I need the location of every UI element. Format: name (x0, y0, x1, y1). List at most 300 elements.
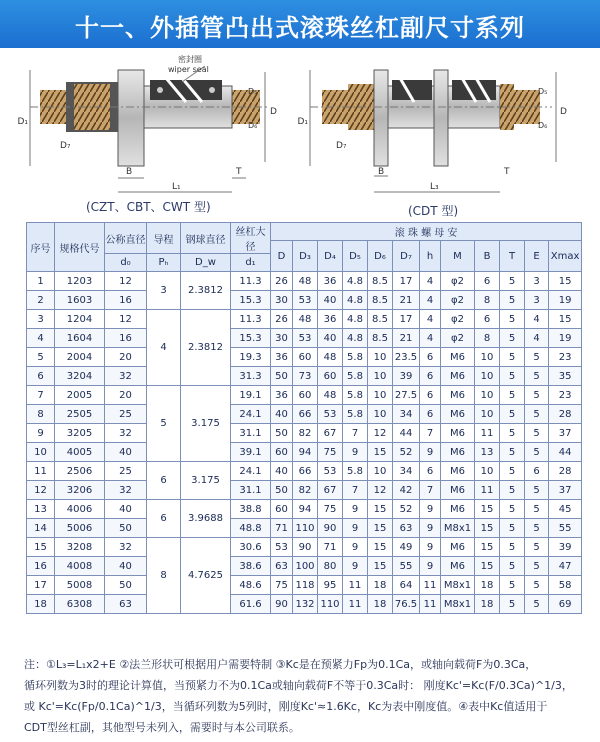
cell-value: 6 (420, 386, 441, 405)
note-line: 注：①L₃=L₁x2+E ②法兰形状可根据用户需要特制 ③Kc是在预紧力Fp为0.1Ca，或轴向载荷F为0.3Ca， (24, 658, 537, 671)
cell-code: 6308 (55, 595, 105, 614)
cell-value: 5 (500, 538, 525, 557)
cell-value: 31.1 (231, 481, 271, 500)
cell-value: 21 (393, 329, 420, 348)
cell-value: 49 (393, 538, 420, 557)
cell-value: 10 (368, 367, 393, 386)
cell-value: M6 (441, 367, 475, 386)
page-title: 十一、外插管凸出式滚珠丝杠副尺寸系列 (75, 14, 525, 42)
cell-seq: 11 (27, 462, 55, 481)
col-code: 规格代号 (55, 223, 105, 272)
dim-label: D₇ (60, 141, 71, 151)
cell-value: 34 (393, 405, 420, 424)
cell-code: 1204 (55, 310, 105, 329)
cell-value: 60 (293, 348, 318, 367)
col-D4: D₄ (318, 241, 343, 272)
cell-value: 10 (475, 405, 500, 424)
col-screw: 丝杠大径 (231, 223, 271, 254)
cell-value: 5 (500, 576, 525, 595)
cell-value: 10 (368, 462, 393, 481)
cell-value: 66 (293, 462, 318, 481)
cell-ball: 2.3812 (181, 310, 231, 386)
sym-screw: d₁ (231, 254, 271, 272)
cell-value: 39 (393, 367, 420, 386)
cell-value: 7 (343, 481, 368, 500)
cell-value: 63 (271, 557, 293, 576)
cell-value: 17 (393, 310, 420, 329)
table-row (27, 500, 582, 519)
nut-drawings (0, 52, 600, 222)
col-Xmax: Xmax (549, 241, 582, 272)
dim-label: D₁ (17, 117, 28, 127)
cell-value: M6 (441, 424, 475, 443)
cell-value: 19.3 (231, 348, 271, 367)
cell-value: 4 (420, 329, 441, 348)
cell-value: 30 (271, 291, 293, 310)
cell-value: 10 (368, 386, 393, 405)
col-ball: 钢球直径 (181, 223, 231, 254)
cell-value: 53 (318, 462, 343, 481)
col-T: T (500, 241, 525, 272)
cell-value: 71 (318, 538, 343, 557)
cell-value: 4 (525, 329, 549, 348)
cell-value: 19 (549, 291, 582, 310)
cell-value: 24.1 (231, 462, 271, 481)
cell-dia: 50 (105, 576, 147, 595)
cell-value: 5.8 (343, 386, 368, 405)
cell-value: 4 (420, 291, 441, 310)
cell-value: 30.6 (231, 538, 271, 557)
cell-value: 53 (293, 329, 318, 348)
dim-label: D₁ (297, 117, 308, 127)
cell-dia: 25 (105, 405, 147, 424)
cell-value: 76.5 (393, 595, 420, 614)
cell-value: 5.8 (343, 348, 368, 367)
spec-table (26, 222, 582, 614)
cell-value: 5 (525, 538, 549, 557)
cell-value: 50 (271, 424, 293, 443)
cell-value: 53 (318, 405, 343, 424)
cell-dia: 32 (105, 481, 147, 500)
cell-value: 10 (475, 367, 500, 386)
cell-seq: 18 (27, 595, 55, 614)
table-row (27, 291, 582, 310)
table-row (27, 386, 582, 405)
cell-code: 3208 (55, 538, 105, 557)
cell-value: 9 (420, 557, 441, 576)
cell-value: 5 (525, 557, 549, 576)
cell-value: 40 (271, 405, 293, 424)
cell-value: 5 (500, 386, 525, 405)
title-banner (0, 0, 600, 48)
cell-value: 5 (500, 329, 525, 348)
cell-value: 15 (475, 500, 500, 519)
cell-seq: 3 (27, 310, 55, 329)
col-D3: D₃ (293, 241, 318, 272)
footnotes (24, 654, 584, 738)
cell-value: 5 (500, 481, 525, 500)
cell-value: 36 (318, 310, 343, 329)
cell-value: 5 (525, 576, 549, 595)
cell-code: 1603 (55, 291, 105, 310)
header-row (27, 223, 582, 241)
cell-value: 3 (525, 272, 549, 291)
cell-code: 2505 (55, 405, 105, 424)
cell-lead: 8 (147, 538, 181, 614)
cell-value: 9 (343, 519, 368, 538)
cell-value: 9 (343, 443, 368, 462)
cell-value: 38.8 (231, 500, 271, 519)
cell-value: 60 (293, 386, 318, 405)
cell-value: 48 (318, 348, 343, 367)
cell-ball: 3.175 (181, 462, 231, 500)
cell-value: 42 (393, 481, 420, 500)
dim-label: B (126, 167, 133, 177)
cell-dia: 40 (105, 500, 147, 519)
dim-label: D₅ (538, 87, 548, 96)
cell-value: M6 (441, 557, 475, 576)
cell-value: 26 (271, 272, 293, 291)
cell-code: 3205 (55, 424, 105, 443)
cell-value: 28 (549, 462, 582, 481)
cell-value: 7 (420, 424, 441, 443)
cell-value: 53 (293, 291, 318, 310)
cell-value: 5.8 (343, 462, 368, 481)
cell-value: 31.1 (231, 424, 271, 443)
cell-value: 15 (475, 538, 500, 557)
cell-dia: 32 (105, 538, 147, 557)
cell-seq: 8 (27, 405, 55, 424)
cell-value: 8 (475, 329, 500, 348)
cell-seq: 2 (27, 291, 55, 310)
col-install-group: 滚 珠 螺 母 安 (271, 223, 582, 241)
cell-value: 4 (420, 272, 441, 291)
cell-value: 11 (475, 424, 500, 443)
cell-lead: 6 (147, 462, 181, 500)
cell-seq: 10 (27, 443, 55, 462)
cell-value: 7 (420, 481, 441, 500)
cell-value: 80 (318, 557, 343, 576)
cell-value: 5 (500, 595, 525, 614)
cell-value: 36 (271, 386, 293, 405)
cell-value: 11.3 (231, 272, 271, 291)
cell-value: M8x1 (441, 519, 475, 538)
cell-seq: 17 (27, 576, 55, 595)
cell-value: 6 (420, 405, 441, 424)
cell-value: 5 (525, 519, 549, 538)
cell-value: 52 (393, 443, 420, 462)
cell-value: 15 (368, 443, 393, 462)
cell-value: 110 (293, 519, 318, 538)
dim-label: D₅ (248, 87, 258, 96)
cell-seq: 6 (27, 367, 55, 386)
table-row (27, 576, 582, 595)
table-row (27, 367, 582, 386)
cell-value: 55 (549, 519, 582, 538)
cell-value: 15 (368, 519, 393, 538)
table-row (27, 443, 582, 462)
table-row (27, 272, 582, 291)
seal-label-cn: 密封圈 (178, 55, 202, 64)
cell-value: 28 (549, 405, 582, 424)
cell-value: 10 (475, 348, 500, 367)
cell-code: 2005 (55, 386, 105, 405)
cell-value: 6 (475, 310, 500, 329)
cell-value: 36 (318, 272, 343, 291)
right-drawing (310, 70, 556, 192)
cell-value: 118 (293, 576, 318, 595)
col-D5: D₅ (343, 241, 368, 272)
cell-value: 52 (393, 500, 420, 519)
cell-code: 1203 (55, 272, 105, 291)
cell-value: 5 (500, 348, 525, 367)
cell-value: 5 (525, 367, 549, 386)
cell-seq: 5 (27, 348, 55, 367)
cell-ball: 4.7625 (181, 538, 231, 614)
cell-value: 8.5 (368, 329, 393, 348)
table-row (27, 329, 582, 348)
cell-ball: 2.3812 (181, 272, 231, 310)
dim-label: D (560, 107, 567, 117)
cell-value: 132 (293, 595, 318, 614)
cell-value: 37 (549, 481, 582, 500)
cell-value: 18 (368, 576, 393, 595)
cell-value: 15 (475, 557, 500, 576)
cell-code: 5006 (55, 519, 105, 538)
cell-value: 4 (525, 310, 549, 329)
seal-label-en: wiper seal (168, 65, 209, 74)
cell-ball: 3.9688 (181, 500, 231, 538)
cell-value: 60 (271, 500, 293, 519)
cell-value: 4 (420, 310, 441, 329)
cell-value: 75 (318, 443, 343, 462)
cell-value: 9 (420, 519, 441, 538)
cell-value: 34 (393, 462, 420, 481)
cell-value: M6 (441, 462, 475, 481)
col-D6: D₆ (368, 241, 393, 272)
cell-value: 3 (525, 291, 549, 310)
cell-value: 38.6 (231, 557, 271, 576)
cell-dia: 20 (105, 386, 147, 405)
cell-value: 8.5 (368, 310, 393, 329)
cell-value: 5 (525, 595, 549, 614)
cell-value: 48 (293, 272, 318, 291)
cell-value: M6 (441, 405, 475, 424)
cell-value: 5 (500, 272, 525, 291)
cell-value: 5.8 (343, 367, 368, 386)
cell-value: 58 (549, 576, 582, 595)
dim-label: D₆ (538, 121, 548, 130)
cell-value: 10 (368, 405, 393, 424)
table-row (27, 405, 582, 424)
cell-value: 9 (343, 557, 368, 576)
cell-value: 47 (549, 557, 582, 576)
cell-value: 11 (343, 595, 368, 614)
cell-value: 67 (318, 424, 343, 443)
dim-label: T (504, 167, 510, 177)
cell-value: 4.8 (343, 272, 368, 291)
cell-dia: 63 (105, 595, 147, 614)
cell-lead: 3 (147, 272, 181, 310)
cell-value: φ2 (441, 272, 475, 291)
cell-code: 4008 (55, 557, 105, 576)
cell-value: 5 (500, 367, 525, 386)
cell-code: 1604 (55, 329, 105, 348)
cell-seq: 12 (27, 481, 55, 500)
cell-value: 15 (549, 272, 582, 291)
cell-value: 69 (549, 595, 582, 614)
cell-value: 5 (500, 424, 525, 443)
cell-value: 48 (318, 386, 343, 405)
cell-value: 5 (500, 500, 525, 519)
cell-dia: 32 (105, 367, 147, 386)
cell-value: 75 (271, 576, 293, 595)
cell-seq: 4 (27, 329, 55, 348)
cell-value: 82 (293, 424, 318, 443)
cell-dia: 32 (105, 424, 147, 443)
cell-value: 6 (420, 348, 441, 367)
cell-value: 26 (271, 310, 293, 329)
cell-value: 71 (271, 519, 293, 538)
cell-value: M6 (441, 500, 475, 519)
cell-value: 10 (475, 386, 500, 405)
cell-value: 64 (393, 576, 420, 595)
cell-value: 8 (475, 291, 500, 310)
cell-value: 15 (475, 519, 500, 538)
table-row (27, 424, 582, 443)
sym-ball: D_w (181, 254, 231, 272)
cell-value: 5 (525, 481, 549, 500)
col-lead: 导程 (147, 223, 181, 254)
cell-dia: 20 (105, 348, 147, 367)
cell-value: 27.5 (393, 386, 420, 405)
col-D7: D₇ (393, 241, 420, 272)
cell-value: 8.5 (368, 291, 393, 310)
cell-value: 73 (293, 367, 318, 386)
cell-value: φ2 (441, 291, 475, 310)
left-drawing (30, 66, 270, 192)
dim-label: T (236, 167, 242, 177)
caption-left: (CZT、CBT、CWT 型) (86, 200, 211, 214)
cell-value: 11 (475, 481, 500, 500)
cell-value: 24.1 (231, 405, 271, 424)
cell-value: M8x1 (441, 576, 475, 595)
cell-code: 2004 (55, 348, 105, 367)
cell-value: 4.8 (343, 291, 368, 310)
dim-label: D (270, 107, 277, 117)
cell-ball: 3.175 (181, 386, 231, 462)
cell-value: 40 (318, 329, 343, 348)
cell-value: M6 (441, 538, 475, 557)
cell-value: 15 (368, 500, 393, 519)
cell-value: 37 (549, 424, 582, 443)
table-row (27, 557, 582, 576)
cell-value: 40 (271, 462, 293, 481)
dim-label: D₆ (248, 121, 258, 130)
cell-dia: 40 (105, 443, 147, 462)
cell-value: 18 (475, 576, 500, 595)
cell-seq: 1 (27, 272, 55, 291)
cell-value: 5 (525, 405, 549, 424)
col-h: h (420, 241, 441, 272)
cell-dia: 25 (105, 462, 147, 481)
cell-value: 9 (343, 538, 368, 557)
cell-value: 5 (500, 519, 525, 538)
cell-value: 23.5 (393, 348, 420, 367)
cell-value: 11 (420, 595, 441, 614)
cell-value: 82 (293, 481, 318, 500)
cell-value: 40 (318, 291, 343, 310)
cell-value: 100 (293, 557, 318, 576)
cell-value: 110 (318, 595, 343, 614)
cell-value: 90 (318, 519, 343, 538)
cell-value: 5 (500, 310, 525, 329)
cell-value: 63 (393, 519, 420, 538)
cell-code: 5008 (55, 576, 105, 595)
cell-value: 50 (271, 481, 293, 500)
cell-seq: 9 (27, 424, 55, 443)
cell-lead: 4 (147, 310, 181, 386)
cell-value: 45 (549, 500, 582, 519)
cell-value: M6 (441, 443, 475, 462)
cell-value: 6 (525, 462, 549, 481)
cell-value: 10 (475, 462, 500, 481)
cell-value: 15.3 (231, 291, 271, 310)
table-row (27, 595, 582, 614)
cell-value: 5 (525, 424, 549, 443)
table-row (27, 481, 582, 500)
cell-value: 67 (318, 481, 343, 500)
dim-label: D₇ (336, 141, 347, 151)
cell-value: 17 (393, 272, 420, 291)
cell-value: 5 (525, 500, 549, 519)
cell-value: 15 (368, 557, 393, 576)
cell-value: 31.3 (231, 367, 271, 386)
cell-value: 94 (293, 443, 318, 462)
col-B: B (475, 241, 500, 272)
cell-code: 3204 (55, 367, 105, 386)
cell-seq: 14 (27, 519, 55, 538)
cell-value: 12 (368, 424, 393, 443)
cell-value: 55 (393, 557, 420, 576)
cell-value: M6 (441, 348, 475, 367)
cell-value: 12 (368, 481, 393, 500)
cell-value: 66 (293, 405, 318, 424)
cell-value: 5 (500, 557, 525, 576)
cell-value: 90 (271, 595, 293, 614)
dim-label: L₁ (172, 182, 181, 192)
cell-seq: 15 (27, 538, 55, 557)
cell-value: 5 (525, 443, 549, 462)
cell-value: M8x1 (441, 595, 475, 614)
cell-value: 5 (500, 291, 525, 310)
cell-code: 2506 (55, 462, 105, 481)
cell-value: 60 (318, 367, 343, 386)
cell-dia: 12 (105, 272, 147, 291)
sym-lead: Pₕ (147, 254, 181, 272)
cell-value: 23 (549, 386, 582, 405)
cell-value: 13 (475, 443, 500, 462)
cell-value: 18 (475, 595, 500, 614)
cell-code: 4006 (55, 500, 105, 519)
cell-value: 39.1 (231, 443, 271, 462)
cell-value: 48.8 (231, 519, 271, 538)
cell-value: 11.3 (231, 310, 271, 329)
cell-value: 8.5 (368, 272, 393, 291)
cell-value: M6 (441, 481, 475, 500)
cell-value: φ2 (441, 310, 475, 329)
cell-dia: 12 (105, 310, 147, 329)
